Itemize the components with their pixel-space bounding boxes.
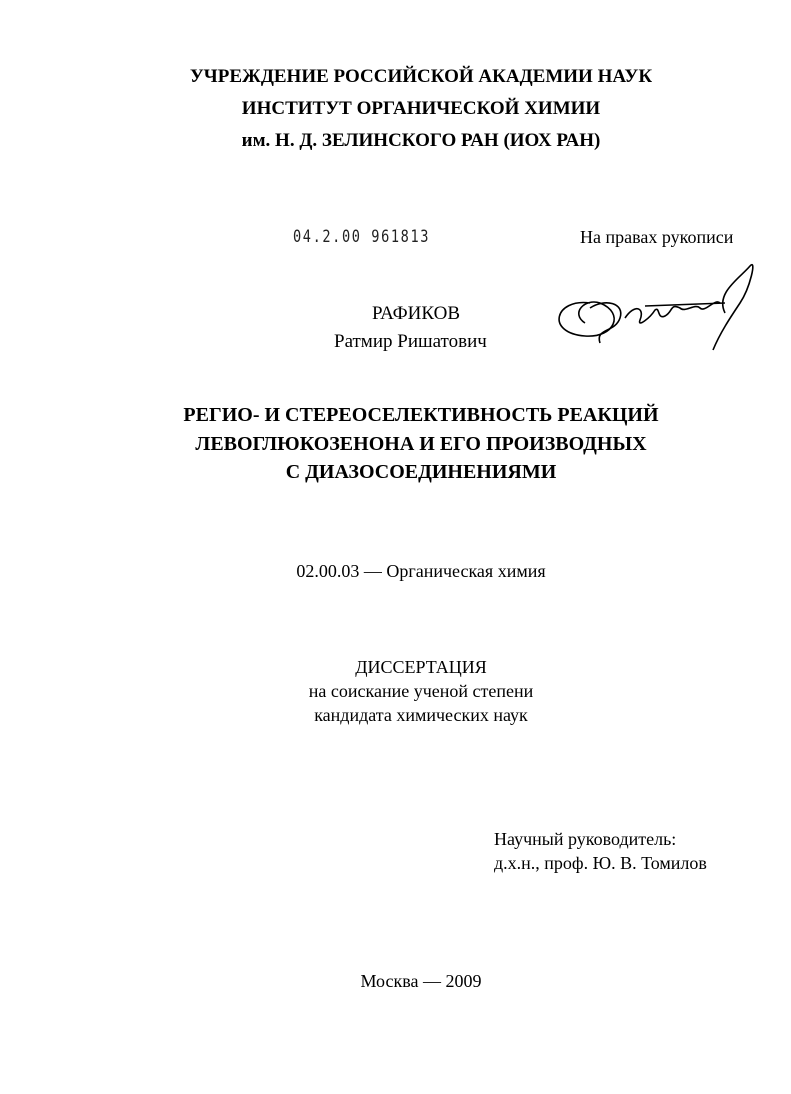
specialty: 02.00.03 — Органическая химия [296,561,546,581]
institution-line-1: УЧРЕЖДЕНИЕ РОССИЙСКОЙ АКАДЕМИИ НАУК [189,66,653,87]
place-year: Москва — 2009 [360,971,482,991]
supervisor-label: Научный руководитель: [494,829,677,849]
stamp-number: 04.2.00 961813 [293,227,431,247]
author-surname: РАФИКОВ [372,303,460,324]
institution-line-3: им. Н. Д. ЗЕЛИНСКОГО РАН (ИОХ РАН) [241,130,601,151]
author-given-names: Ратмир Ришатович [334,331,487,352]
title-line-3: С ДИАЗОСОЕДИНЕНИЯМИ [285,461,557,483]
supervisor-name: д.х.н., проф. Ю. В. Томилов [494,853,707,873]
title-line-1: РЕГИО- И СТЕРЕОСЕЛЕКТИВНОСТЬ РЕАКЦИЙ [183,404,659,426]
institution-line-2: ИНСТИТУТ ОРГАНИЧЕСКОЙ ХИМИИ [241,98,601,119]
degree-line-1: ДИССЕРТАЦИЯ [355,657,487,677]
signature [545,258,765,358]
rights-note: На правах рукописи [580,227,734,247]
degree-line-3: кандидата химических наук [314,705,528,725]
title-line-2: ЛЕВОГЛЮКОЗЕНОНА И ЕГО ПРОИЗВОДНЫХ [195,433,647,455]
degree-line-2: на соискание ученой степени [308,681,534,701]
